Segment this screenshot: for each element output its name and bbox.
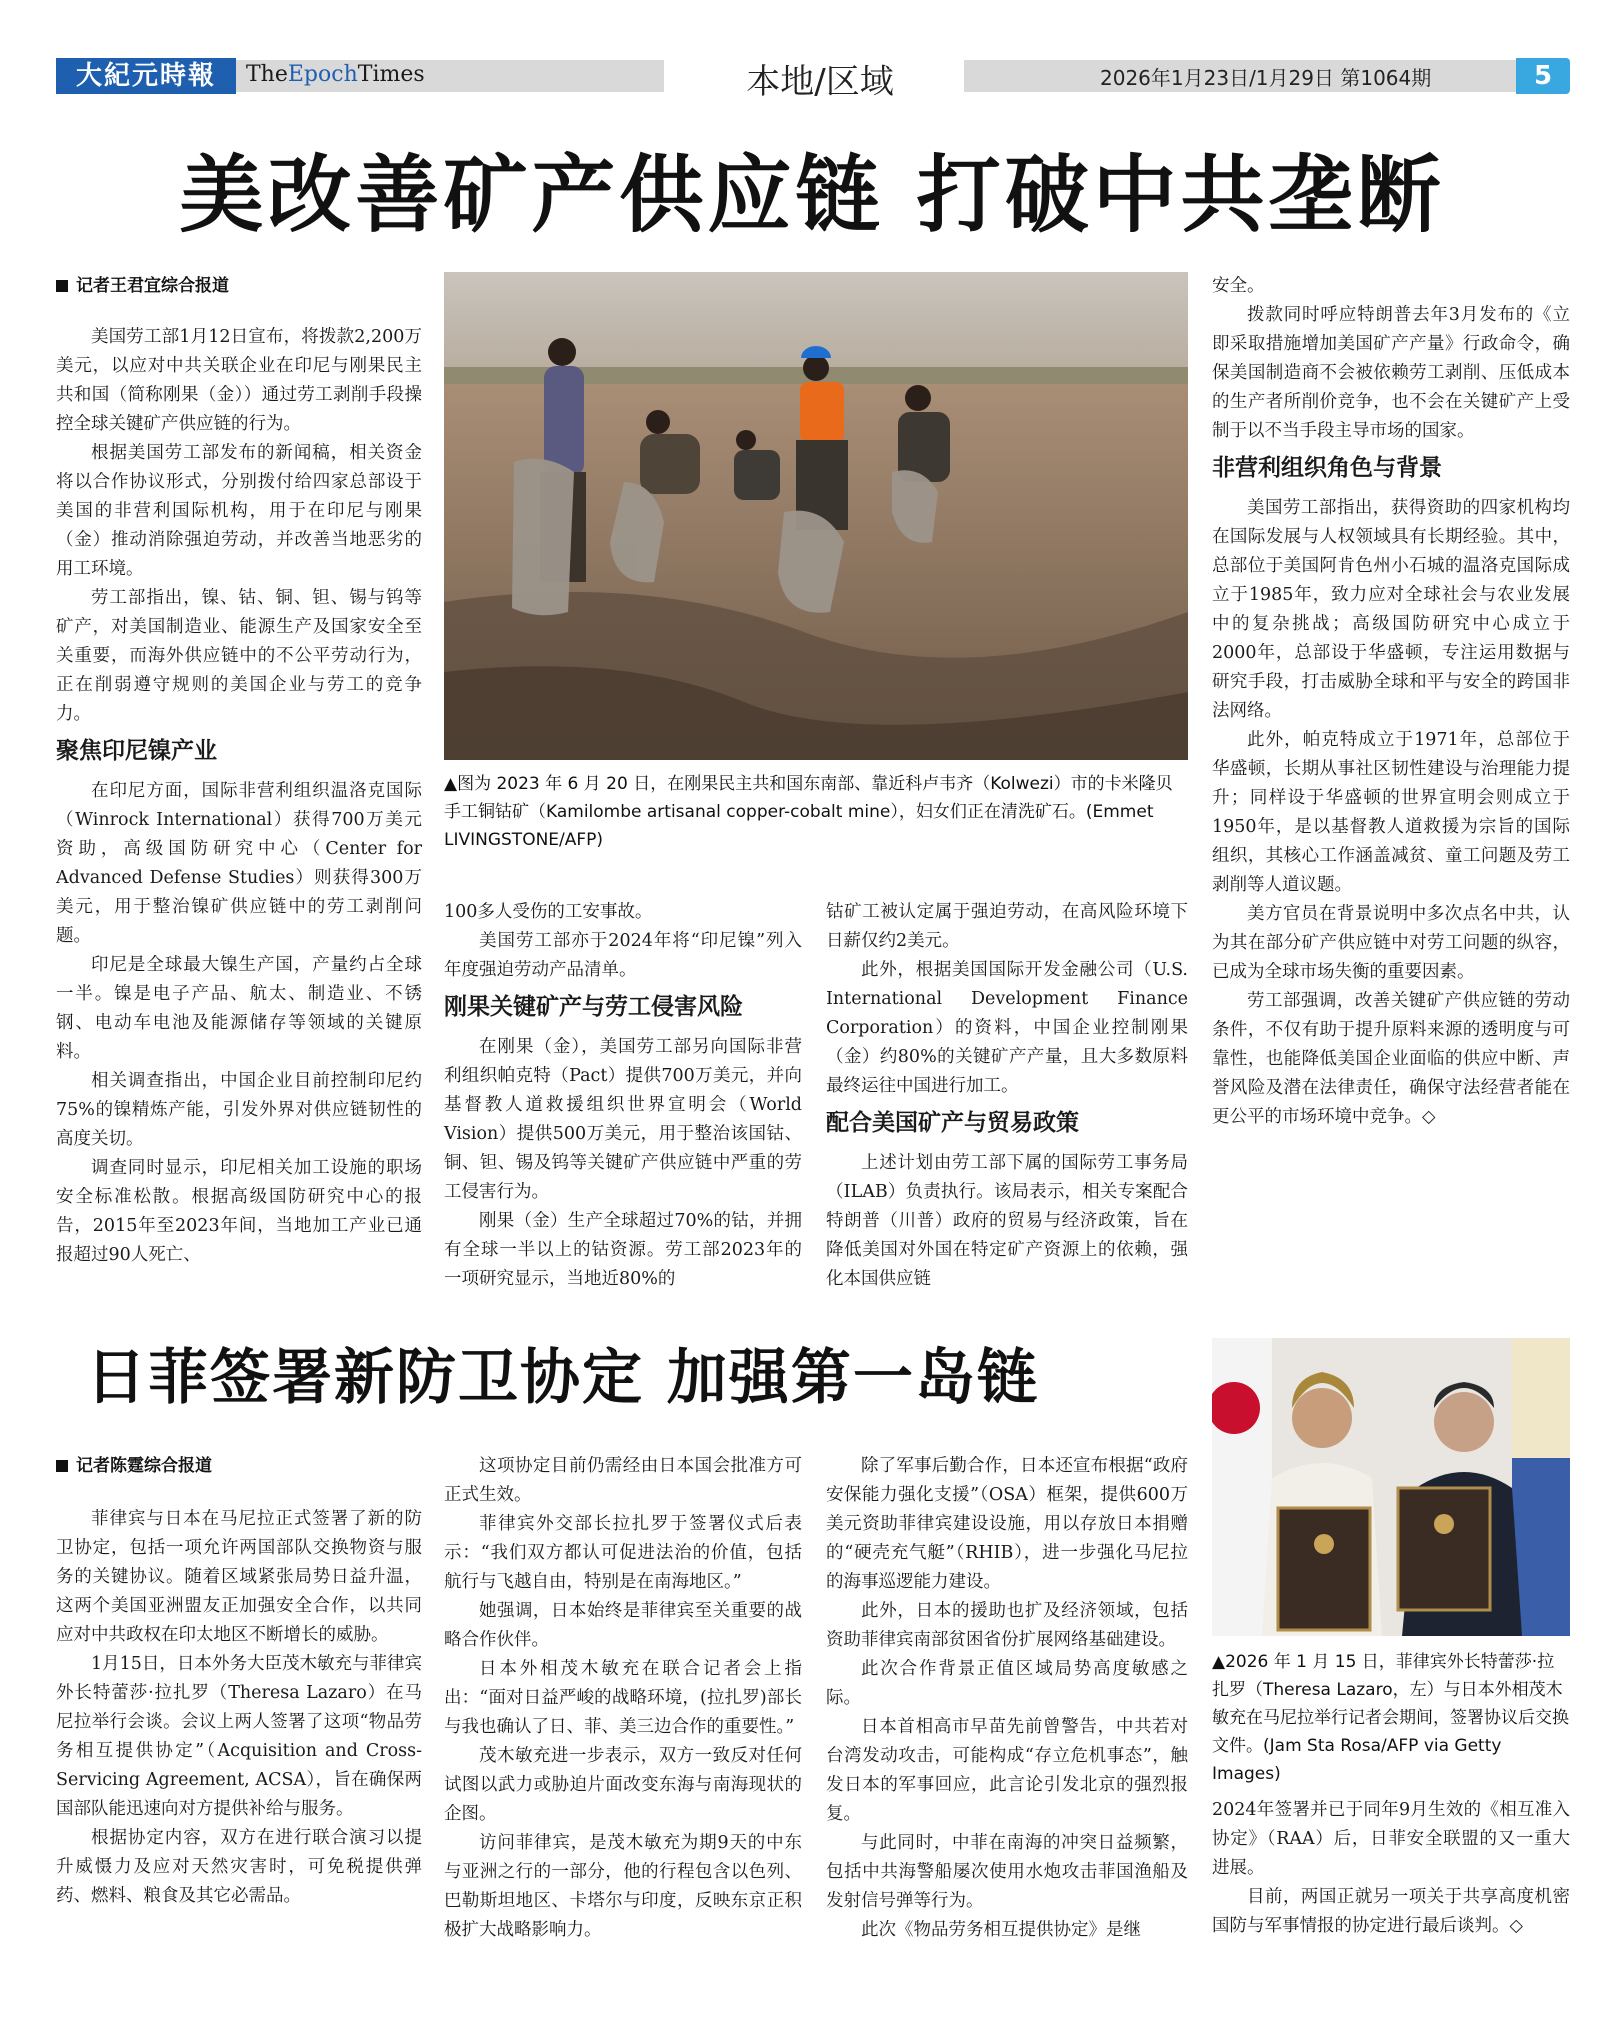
article1-column-3 [826, 898, 1188, 1294]
paragraph: 印尼是全球最大镍生产国，产量约占全球一半。镍是电子产品、航太、制造业、不锈钢、电动车电池及能源储存等领域的关键原料。 [56, 955, 422, 1062]
paragraph: 根据美国劳工部发布的新闻稿，相关资金将以合作协议形式，分别拨付给四家总部设于美国的非营利国际机构，用于在印尼与刚果（金）推动消除强迫劳动，并改善当地恶劣的用工环境。 [56, 443, 422, 579]
article1-byline: 记者王君宜综合报道 [56, 272, 422, 301]
paragraph: 美方官员在背景说明中多次点名中共，认为其在部分矿产供应链中对劳工问题的纵容，已成为全球市场失衡的重要因素。 [1212, 904, 1570, 982]
paragraph: 美国劳工部指出，获得资助的四家机构均在国际发展与人权领域具有长期经验。其中，总部位于美国阿肯色州小石城的温洛克国际成立于1985年，致力应对全球社会与农业发展中的复杂挑战；高级国防研究中心成立于2000年，总部设于华盛顿，专注运用数据与研究手段，打击威胁全球和平与安全的跨国非法网络。 [1212, 498, 1570, 721]
paragraph: 根据协定内容，双方在进行联合演习以提升威慑力及应对天然灾害时，可免税提供弹药、燃料、粮食及其它必需品。 [56, 1828, 422, 1906]
paragraph: 劳工部强调，改善关键矿产供应链的劳动条件，不仅有助于提升原料来源的透明度与可靠性，也能降低美国企业面临的供应中断、声誉风险及潜在法律责任，确保守法经营者能在更公平的市场环境中竞争。◇ [1212, 991, 1570, 1127]
paragraph: 此次《物品劳务相互提供协定》是继 [861, 1920, 1141, 1940]
article1-subheading: 配合美国矿产与贸易政策 [826, 1110, 1079, 1136]
paragraph: 1月15日，日本外务大臣茂木敏充与菲律宾外长特蕾莎·拉扎罗（Theresa Lazaro）在马尼拉举行会谈。会议上两人签署了这项“物品劳务相互提供协定”（Acquisition and Cross-Servicing Agreement, ACSA），旨在确保两国部队能迅速向对方提供补给与服务。 [56, 1654, 422, 1819]
paragraph: 访问菲律宾，是茂木敏充为期9天的中东与亚洲之行的一部分，他的行程包含以色列、巴勒斯坦地区、卡塔尔与印度，反映东京正积极扩大战略影响力。 [444, 1833, 802, 1940]
mine-photo-caption: ▲图为 2023 年 6 月 20 日，在刚果民主共和国东南部、靠近科卢韦齐（Kolwezi）市的卡米隆贝手工铜钴矿（Kamilombe artisanal copper-cobalt mine），妇女们正在清洗矿石。(Emmet LIVINGSTONE/AFP) [444, 774, 1173, 850]
paragraph: 此外，帕克特成立于1971年，总部位于华盛顿，长期从事社区韧性建设与治理能力提升；同样设于华盛顿的世界宣明会则成立于1950年，是以基督教人道救援为宗旨的国际组织，其核心工作涵盖减贫、童工问题及劳工剥削等人道议题。 [1212, 730, 1570, 895]
mine-photo [444, 272, 1188, 760]
article1-column-4 [1212, 272, 1570, 1132]
article1-subheading: 聚焦印尼镍产业 [56, 738, 217, 764]
signing-photo-caption: ▲2026 年 1 月 15 日，菲律宾外长特蕾莎·拉扎罗（Theresa Lazaro，左）与日本外相茂木敏充在马尼拉举行记者会期间，签署协议后交换文件。(Jam Sta Rosa/AFP via Getty Images) [1212, 1652, 1569, 1784]
article2-headline: 日菲签署新防卫协定 加强第一岛链 [86, 1343, 1039, 1413]
paragraph: 她强调，日本始终是菲律宾至关重要的战略合作伙伴。 [444, 1601, 802, 1650]
paragraph: 此次合作背景正值区域局势高度敏感之际。 [826, 1659, 1188, 1708]
paragraph: 此外，根据美国国际开发金融公司（U.S. International Development Finance Corporation）的资料，中国企业控制刚果（金）约80%的关键矿产产量，且大多数原料最终运往中国进行加工。 [826, 960, 1188, 1096]
paragraph: 美国劳工部1月12日宣布，将拨款2,200万美元，以应对中共关联企业在印尼与刚果民主共和国（简称刚果（金））通过劳工剥削手段操控全球关键矿产供应链的行为。 [56, 327, 422, 434]
section-title: 本地/区域 [746, 62, 894, 102]
logo-en-times: Times [357, 62, 425, 87]
paragraph: 此外，日本的援助也扩及经济领域，包括资助菲律宾南部贫困省份扩展网络基础建设。 [826, 1601, 1188, 1650]
article1-column-1 [56, 272, 422, 1270]
article2-column-2 [444, 1452, 802, 1945]
paragraph: 日本首相高市早苗先前曾警告，中共若对台湾发动攻击，可能构成“存立危机事态”，触发日本的军事回应，此言论引发北京的强烈报复。 [826, 1717, 1188, 1824]
signing-photo-illustration [1212, 1338, 1570, 1636]
paragraph: 这项协定目前仍需经由日本国会批准方可正式生效。 [444, 1456, 802, 1505]
paragraph: 目前，两国正就另一项关于共享高度机密国防与军事情报的协定进行最后谈判。◇ [1212, 1887, 1570, 1936]
paragraph: 菲律宾与日本在马尼拉正式签署了新的防卫协定，包括一项允许两国部队交换物资与服务的关键协议。随着区域紧张局势日益升温，这两个美国亚洲盟友正加强安全合作，以共同应对中共政权在印太地区不断增长的威胁。 [56, 1509, 422, 1645]
logo-en-the: The [246, 62, 288, 87]
article1-column-2 [444, 898, 802, 1294]
issue-date: 2026年1月23日/1月29日 第1064期 [1100, 66, 1432, 90]
logo-en-epoch: Epoch [287, 62, 358, 87]
paragraph: 2024年签署并已于同年9月生效的《相互准入协定》（RAA）后，日菲安全联盟的又一重大进展。 [1212, 1800, 1570, 1878]
article2-byline: 记者陈霆综合报道 [56, 1452, 422, 1481]
paragraph: 与此同时，中菲在南海的冲突日益频繁，包括中共海警船屡次使用水炮攻击菲国渔船及发射信号弹等行为。 [826, 1833, 1188, 1911]
paragraph: 安全。 [1212, 276, 1265, 296]
paragraph: 在印尼方面，国际非营利组织温洛克国际（Winrock International）获得700万美元资助，高级国防研究中心（Center for Advanced Defense Studies）则获得300万美元，用于整治镍矿供应链中的劳工剥削问题。 [56, 781, 422, 946]
paragraph: 刚果（金）生产全球超过70%的钴，并拥有全球一半以上的钴资源。劳工部2023年的一项研究显示，当地近80%的 [444, 1211, 802, 1289]
paragraph: 拨款同时呼应特朗普去年3月发布的《立即采取措施增加美国矿产产量》行政命令，确保美国制造商不会被依赖劳工剥削、压低成本的生产者所削价竞争，也不会在关键矿产上受制于以不当手段主导市场的国家。 [1212, 305, 1570, 441]
paragraph: 茂木敏充进一步表示，双方一致反对任何试图以武力或胁迫片面改变东海与南海现状的企图。 [444, 1746, 802, 1824]
paragraph: 美国劳工部亦于2024年将“印尼镍”列入年度强迫劳动产品清单。 [444, 931, 802, 980]
mine-photo-illustration [444, 272, 1188, 760]
article1-headline: 美改善矿产供应链 打破中共垄断 [179, 146, 1445, 244]
article1-subheading: 刚果关键矿产与劳工侵害风险 [444, 994, 743, 1020]
paragraph: 在刚果（金），美国劳工部另向国际非营利组织帕克特（Pact）提供700万美元，并向基督教人道救援组织世界宣明会（World Vision）提供500万美元，用于整治该国钴、铜、钽、锡及钨等关键矿产供应链中严重的劳工侵害行为。 [444, 1037, 802, 1202]
paragraph: 调查同时显示，印尼相关加工设施的职场安全标准松散。根据高级国防研究中心的报告，2015年至2023年间，当地加工产业已通报超过90人死亡、 [56, 1158, 422, 1265]
page-number-badge: 5 [1516, 58, 1570, 94]
epoch-times-english-logo [246, 62, 425, 87]
paragraph: 上述计划由劳工部下属的国际劳工事务局（ILAB）负责执行。该局表示，相关专案配合特朗普（川普）政府的贸易与经济政策，旨在降低美国对外国在特定矿产资源上的依赖，强化本国供应链 [826, 1153, 1188, 1289]
paragraph: 菲律宾外交部长拉扎罗于签署仪式后表示：“我们双方都认可促进法治的价值，包括航行与飞越自由，特别是在南海地区。” [444, 1514, 802, 1592]
article1-subheading: 非营利组织角色与背景 [1212, 455, 1442, 481]
paragraph: 相关调查指出，中国企业目前控制印尼约75%的镍精炼产能，引发外界对供应链韧性的高度关切。 [56, 1071, 422, 1149]
paragraph: 钴矿工被认定属于强迫劳动，在高风险环境下日薪仅约2美元。 [826, 902, 1188, 951]
paragraph: 日本外相茂木敏充在联合记者会上指出：“面对日益严峻的战略环境，(拉扎罗)部长与我也确认了日、菲、美三边合作的重要性。” [444, 1659, 802, 1737]
epoch-times-chinese-logo: 大紀元時報 [56, 58, 236, 94]
signing-photo [1212, 1338, 1570, 1636]
paragraph: 劳工部指出，镍、钴、铜、钽、锡与钨等矿产，对美国制造业、能源生产及国家安全至关重要，而海外供应链中的不公平劳动行为，正在削弱遵守规则的美国企业与劳工的竞争力。 [56, 588, 422, 724]
article2-column-3 [826, 1452, 1188, 1945]
article2-column-4 [1212, 1796, 1570, 1941]
paragraph: 100多人受伤的工安事故。 [444, 902, 653, 922]
article2-column-1 [56, 1452, 422, 1911]
paragraph: 除了军事后勤合作，日本还宣布根据“政府安保能力强化支援”（OSA）框架，提供600万美元资助菲律宾建设设施，用以存放日本捐赠的“硬壳充气艇”（RHIB），进一步强化马尼拉的海事巡逻能力建设。 [826, 1456, 1188, 1592]
